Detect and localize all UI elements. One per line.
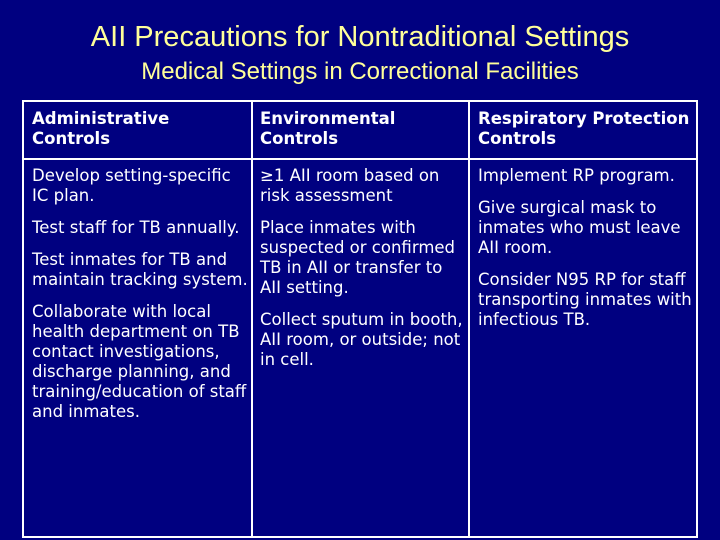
administrative-controls-column bbox=[32, 166, 249, 422]
administrative-item: Test staff for TB annually. bbox=[32, 218, 240, 237]
respiratory-controls-column bbox=[478, 166, 694, 330]
header-administrative-controls: Administrative Controls bbox=[32, 109, 170, 148]
environmental-item: Collect sputum in booth, AII room, or outside; not in cell. bbox=[260, 310, 463, 369]
controls-table bbox=[22, 100, 698, 538]
respiratory-item: Give surgical mask to inmates who must leave AII room. bbox=[478, 198, 681, 257]
environmental-item: Place inmates with suspected or confirmed TB in AII or transfer to AII setting. bbox=[260, 218, 456, 297]
administrative-item: Collaborate with local health department on TB contact investigations, discharge planning, and training/education of staff and inmates. bbox=[32, 302, 247, 421]
environmental-item: ≥1 AII room based on risk assessment bbox=[260, 166, 440, 205]
slide-title: AII Precautions for Nontraditional Settings bbox=[90, 21, 630, 53]
administrative-item: Develop setting-specific IC plan. bbox=[32, 166, 231, 205]
environmental-controls-column bbox=[260, 166, 464, 370]
respiratory-item: Implement RP program. bbox=[478, 166, 675, 185]
column-divider bbox=[468, 102, 470, 536]
administrative-item: Test inmates for TB and maintain tracking system. bbox=[32, 250, 248, 289]
column-divider bbox=[251, 102, 253, 536]
header-divider bbox=[24, 158, 696, 160]
slide-subtitle: Medical Settings in Correctional Facilities bbox=[141, 58, 579, 85]
header-environmental-controls: Environmental Controls bbox=[260, 109, 396, 148]
header-respiratory-protection-controls: Respiratory Protection Controls bbox=[478, 109, 690, 148]
respiratory-item: Consider N95 RP for staff transporting inmates with infectious TB. bbox=[478, 270, 692, 329]
